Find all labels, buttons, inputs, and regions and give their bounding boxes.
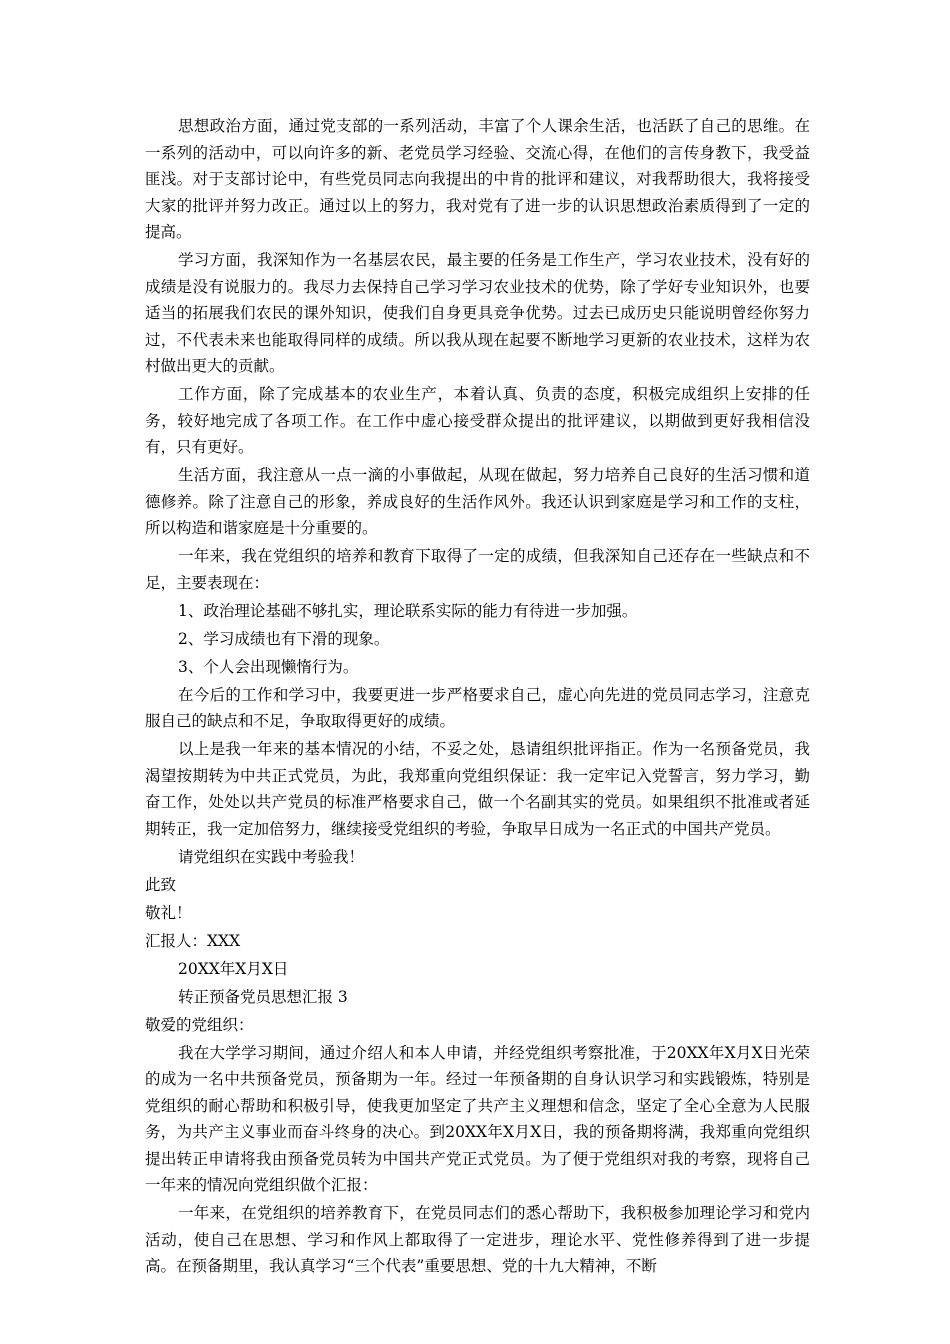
paragraph-summary: 以上是我一年来的基本情况的小结，不妥之处，恳请组织批评指正。作为一名预备党员，我渴望按期转为中共正式党员，为此，我郑重向党组织保证：我一定牢记入党誓言，努力学习，勤奋工作，处处以共产党员的标准严格要求自己，做一个名副其实的党员。如果组织不批准或者延期转正，我一定加倍努力，继续接受党组织的考验，争取早日成为一名正式的中国共产党员。 (145, 740, 810, 838)
paragraph-work: 工作方面，除了完成基本的农业生产，本着认真、负责的态度，积极完成组织上安排的任务，较好地完成了各项工作。在工作中虚心接受群众提出的批评建议，以期做到更好我相信没有，只有更好。 (145, 385, 810, 456)
paragraph-study: 学习方面，我深知作为一名基层农民，最主要的任务是工作生产，学习农业技术，没有好的成绩是没有说服力的。我尽力去保持自己学习学习农业技术的优势，除了学好专业知识外，也要适当的拓展我们农民的课外知识，使我们自身更具竞争优势。过去已成历史只能说明曾经你努力过，不代表未来也能取得同样的成绩。所以我从现在起要不断地学习更新的农业技术，这样为农村做出更大的贡献。 (145, 251, 810, 375)
list-item-1: 1、政治理论基础不够扎实，理论联系实际的能力有待进一步加强。 (178, 601, 638, 620)
section-3-paragraph-1: 我在大学学习期间，通过介绍人和本人申请，并经党组织考察批准，于20XX年X月X日光荣的成为一名中共预备党员，预备期为一年。经过一年预备期的自身认识学习和实践锻炼，特别是党组织的耐心帮助和积极引导，使我更加坚定了共产主义理想和信念，坚定了全心全意为人民服务，为共产主义事业而奋斗终身的决心。到20XX年X月X日，我的预备期将满，我郑重向党组织提出转正申请将我由预备党员转为中国共产党正式党员。为了便于党组织对我的考察，现将自己一年来的情况向党组织做个汇报： (145, 1043, 810, 1194)
closing-salute-1: 此致 (145, 875, 177, 894)
reporter-name: 汇报人：XXX (145, 931, 241, 950)
section-3-title: 转正预备党员思想汇报 3 (178, 987, 348, 1006)
closing-salute-2: 敬礼！ (145, 903, 192, 922)
paragraph-shortcomings-intro: 一年来，我在党组织的培养和教育下取得了一定的成绩，但我深知自己还存在一些缺点和不足，主要表现在： (145, 547, 810, 592)
paragraph-appeal: 请党组织在实践中考验我！ (178, 847, 365, 866)
list-item-2: 2、学习成绩也有下滑的现象。 (178, 629, 390, 648)
section-3-paragraph-2: 一年来，在党组织的培养教育下，在党员同志们的悉心帮助下，我积极参加理论学习和党内活动，使自己在思想、学习和作风上都取得了一定进步，理论水平、党性修养得到了进一步提高。在预备期里，我认真学习“三个代表”重要思想、党的十九大精神，不断 (145, 1204, 810, 1275)
paragraph-life: 生活方面，我注意从一点一滴的小事做起，从现在做起，努力培养自己良好的生活习惯和道德修养。除了注意自己的形象，养成良好的生活作风外。我还认识到家庭是学习和工作的支柱，所以构造和谐家庭是十分重要的。 (145, 466, 810, 537)
document-page (145, 113, 810, 1281)
paragraph-future: 在今后的工作和学习中，我要更进一步严格要求自己，虚心向先进的党员同志学习，注意克服自己的缺点和不足，争取取得更好的成绩。 (145, 685, 810, 730)
list-item-3: 3、个人会出现懒惰行为。 (178, 657, 359, 676)
section-3-greeting: 敬爱的党组织： (145, 1015, 254, 1034)
paragraph-politics: 思想政治方面，通过党支部的一系列活动，丰富了个人课余生活，也活跃了自己的思维。在一系列的活动中，可以向许多的新、老党员学习经验、交流心得，在他们的言传身教下，我受益匪浅。对于支部讨论中，有些党员同志向我提出的中肯的批评和建议，对我帮助很大，我将接受大家的批评并努力改正。通过以上的努力，我对党有了进一步的认识思想政治素质得到了一定的提高。 (145, 117, 810, 241)
report-date: 20XX年X月X日 (178, 959, 289, 978)
